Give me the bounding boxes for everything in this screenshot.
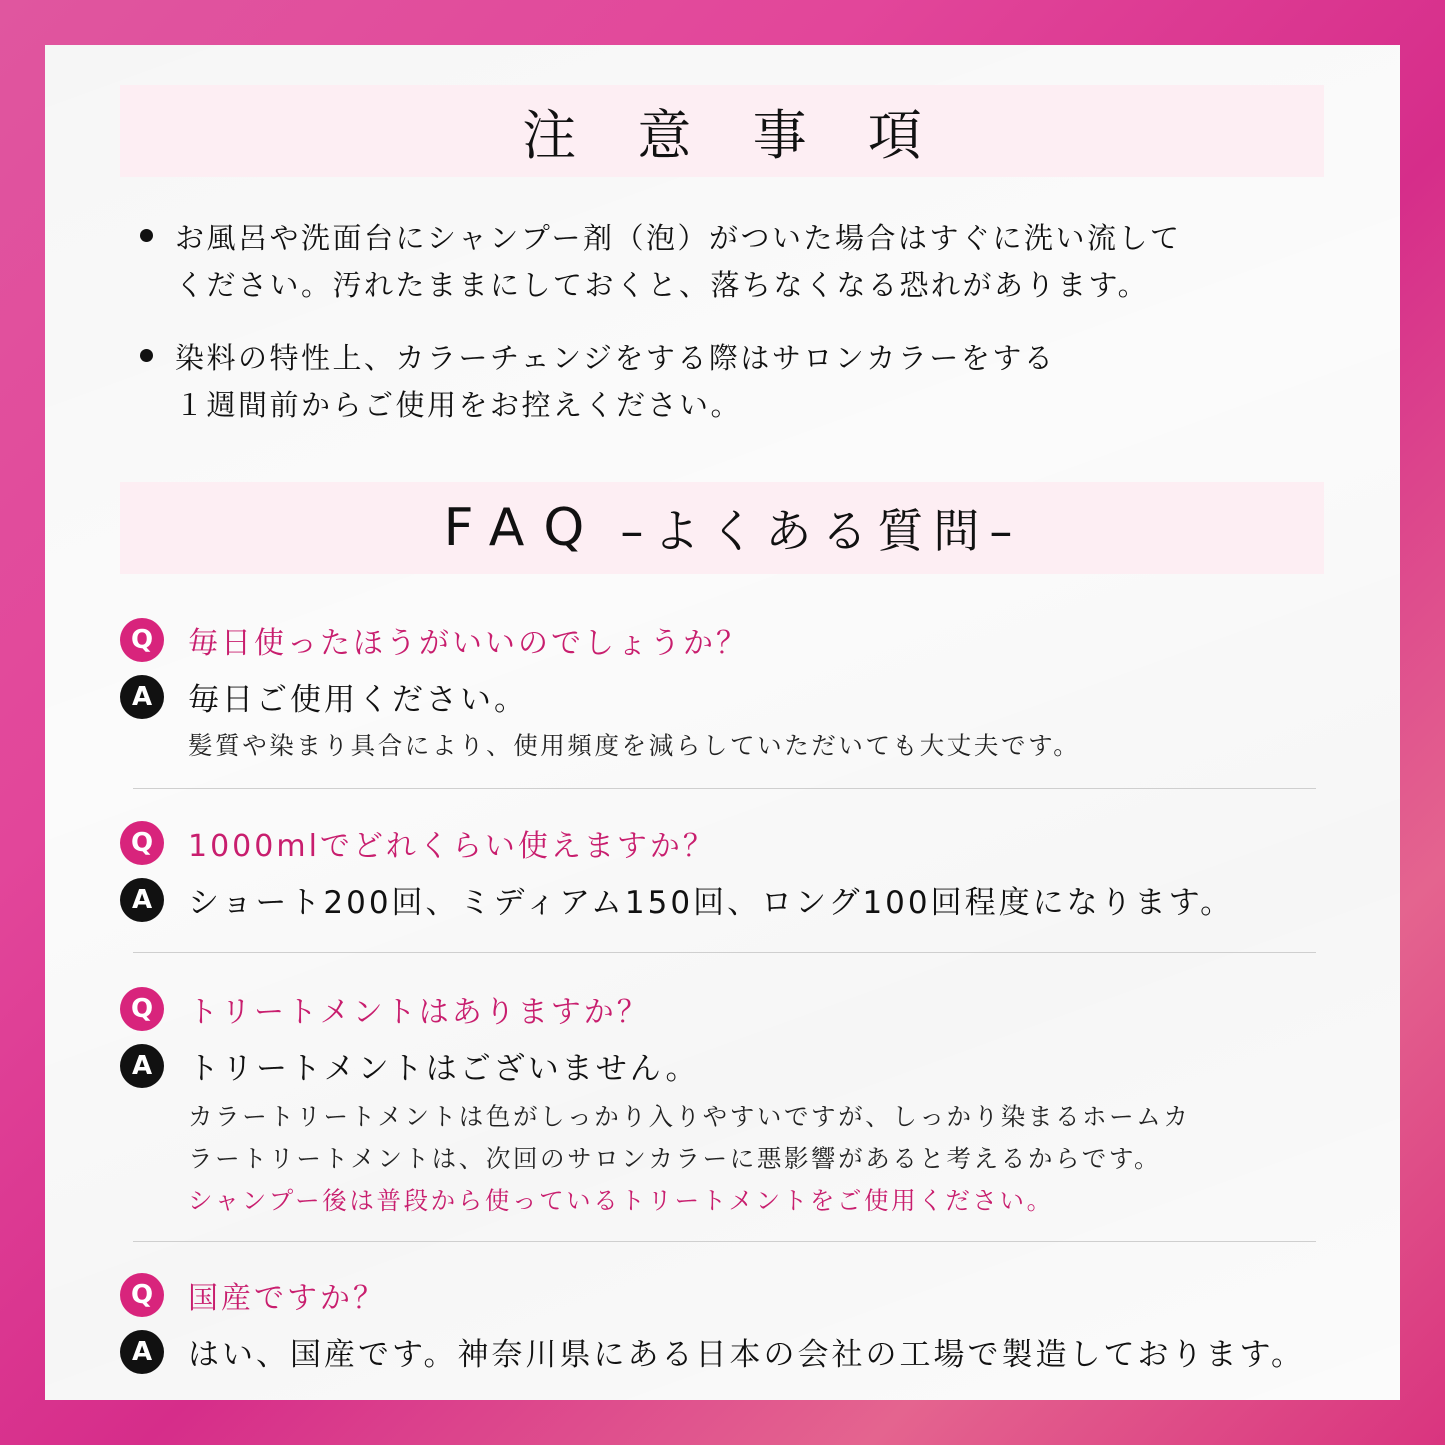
faq-answer: はい、国産です。神奈川県にある日本の会社の工場で製造しております。	[188, 1337, 1306, 1373]
faq-heading-band	[120, 482, 1324, 574]
answer-badge-icon: A	[120, 878, 164, 922]
answer-badge-icon: A	[120, 1044, 164, 1088]
divider	[133, 952, 1316, 953]
question-badge-icon: Q	[120, 618, 164, 662]
question-badge-icon: Q	[120, 821, 164, 865]
faq-answer: 毎日ご使用ください。	[188, 682, 528, 718]
divider	[133, 788, 1316, 789]
faq-question: トリートメントはありますか？	[188, 995, 650, 1030]
notes-title: 注 意 事 項	[522, 103, 944, 167]
faq-detail-line2: ラートリートメントは、次回のサロンカラーに悪影響があると考えるからです。	[188, 1144, 1162, 1173]
notes-heading-band	[120, 85, 1324, 177]
faq-answer: ショート200回、ミディアム150回、ロング100回程度になります。	[188, 885, 1235, 921]
faq-detail: 髪質や染まり具合により、使用頻度を減らしていただいても大丈夫です。	[188, 731, 1081, 760]
notes-item-2-line1: 染料の特性上、カラーチェンジをする際はサロンカラーをする	[175, 341, 1056, 375]
faq-detail-highlight: シャンプー後は普段から使っているトリートメントをご使用ください。	[188, 1186, 1054, 1215]
faq-item-3	[120, 987, 1350, 1222]
faq-title-latin: FAQ	[443, 498, 605, 558]
faq-title-jp: –よくある質問–	[620, 504, 1023, 558]
bullet-icon	[140, 229, 153, 242]
notes-item-2-line2: １週間前からご使用をお控えください。	[175, 388, 743, 422]
faq-item-2	[120, 821, 1350, 922]
faq-title	[443, 495, 1023, 561]
question-badge-icon: Q	[120, 1273, 164, 1317]
answer-badge-icon: A	[120, 1330, 164, 1374]
bullet-icon	[140, 349, 153, 362]
question-badge-icon: Q	[120, 987, 164, 1031]
faq-item-4	[120, 1273, 1350, 1374]
faq-question: 国産ですか？	[188, 1281, 386, 1316]
notes-item-1	[140, 215, 1340, 309]
faq-answer: トリートメントはございません。	[188, 1051, 700, 1087]
notes-item-1-line1: お風呂や洗面台にシャンプー剤（泡）がついた場合はすぐに洗い流して	[175, 221, 1182, 255]
answer-badge-icon: A	[120, 675, 164, 719]
faq-question: 毎日使ったほうがいいのでしょうか？	[188, 626, 749, 661]
notes-item-1-line2: ください。汚れたままにしておくと、落ちなくなる恐れがあります。	[175, 268, 1150, 302]
notes-item-2	[140, 335, 1340, 429]
content-panel	[45, 45, 1400, 1400]
faq-detail-line1: カラートリートメントは色がしっかり入りやすいですが、しっかり染まるホームカ	[188, 1102, 1191, 1131]
divider	[133, 1241, 1316, 1242]
faq-question: 1000mlでどれくらい使えますか？	[188, 829, 716, 864]
faq-item-1	[120, 618, 1350, 767]
